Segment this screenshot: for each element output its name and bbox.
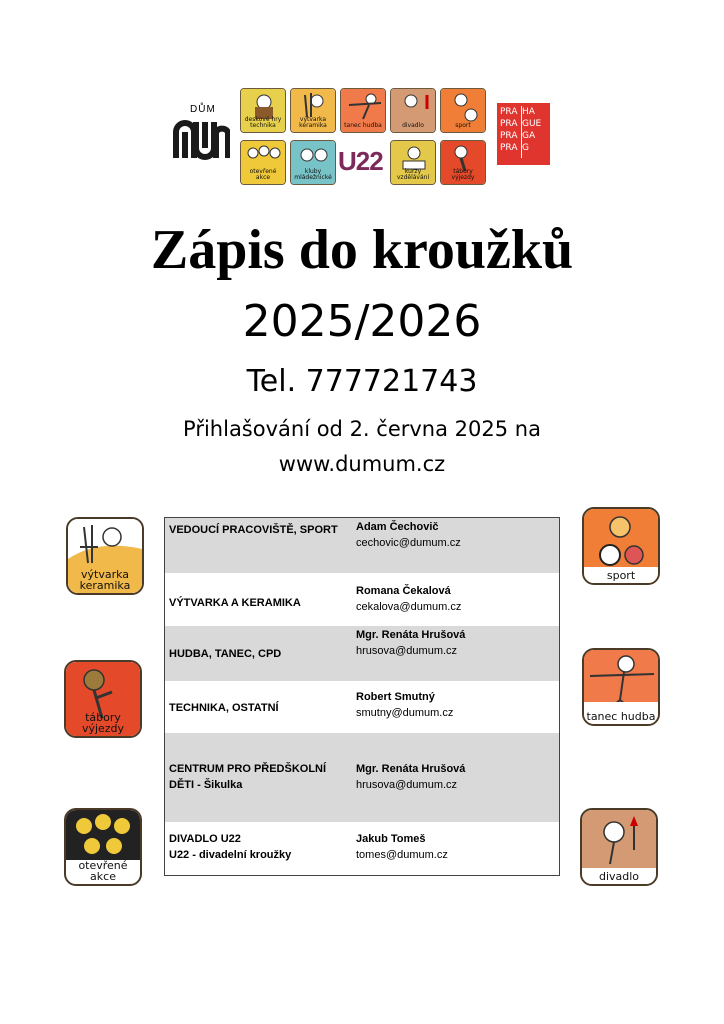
badge-tabory-label: tábory výjezdy [81, 711, 125, 735]
contact-name: Jakub Tomeš [356, 833, 426, 845]
tile-divadlo-label: divadlo [402, 122, 424, 129]
badge-otevrene-face [114, 818, 130, 834]
praha-row-left: PRA [500, 143, 518, 153]
tile-divadlo [390, 88, 436, 133]
contact-person [356, 519, 556, 551]
tile-vytvarka-label: výtvarka keramika [299, 116, 327, 129]
department-name: HUDBA, TANEC, CPD [169, 648, 282, 660]
badge-otevrene-face [84, 838, 100, 854]
contact-person [356, 831, 556, 863]
contact-person [356, 761, 556, 793]
contact-person [356, 627, 556, 659]
badge-tanec [582, 648, 660, 726]
department-name [169, 831, 349, 863]
tile-kluby-label: kluby mládežnické [294, 168, 332, 181]
tile-vytvarka [290, 88, 336, 133]
tile-kurzy [390, 140, 436, 185]
tile-otevrene-label: otevřené akce [249, 168, 277, 181]
praha-logo [497, 103, 550, 165]
praha-row [500, 142, 550, 154]
badge-otevrene-face [95, 814, 111, 830]
praha-row [500, 106, 550, 118]
table-row [165, 733, 559, 822]
table-row [165, 573, 559, 626]
badge-otevrene-face [106, 838, 122, 854]
badge-sport [582, 507, 660, 585]
tile-tanec [340, 88, 386, 133]
badge-tanec-label: tanec hudba [586, 710, 656, 723]
contact-person [356, 689, 556, 721]
dum-logo [172, 104, 232, 164]
contact-email[interactable]: tomes@dumum.cz [356, 849, 448, 861]
table-row [165, 681, 559, 733]
tile-otevrene-akce [240, 140, 286, 185]
department-name: VEDOUCÍ PRACOVIŠTĚ, SPORT [169, 524, 338, 536]
department-name: CENTRUM PRO PŘEDŠKOLNÍ DĚTI - Šikulka [169, 763, 327, 791]
website-link[interactable]: www.dumum.cz [278, 452, 446, 476]
contact-name: Romana Čekalová [356, 585, 451, 597]
tile-deskove-hry [240, 88, 286, 133]
signup-text: Přihlašování od 2. června 2025 na [183, 417, 541, 441]
praha-row [500, 130, 550, 142]
department-name: VÝTVARKA A KERAMIKA [169, 597, 301, 609]
contact-email[interactable]: hrusova@dumum.cz [356, 645, 458, 657]
phone-number: Tel. 777721743 [246, 364, 478, 399]
tile-tabory-label: tábory výjezdy [451, 168, 475, 181]
praha-row-left: PRA [500, 107, 518, 117]
department-name: TECHNIKA, OSTATNÍ [169, 702, 279, 714]
praha-row-left: PRA [500, 131, 518, 141]
department-subline: U22 - divadelní kroužky [169, 849, 292, 861]
praha-row-right: GA [522, 131, 536, 141]
contact-name: Robert Smutný [356, 691, 435, 703]
tile-kluby [290, 140, 336, 185]
badge-vytvarka-label: výtvarka keramika [79, 568, 131, 592]
dum-logo-mark [172, 118, 230, 162]
page-title: Zápis do kroužků [150, 219, 574, 281]
dum-logo-text: DŮM [190, 104, 216, 115]
contact-email[interactable]: cechovic@dumum.cz [356, 537, 461, 549]
badge-tabory [64, 660, 142, 738]
tile-sport-label: sport [455, 122, 471, 129]
praha-row-left: PRA [500, 119, 518, 129]
praha-logo-divider [521, 106, 522, 158]
contact-person [356, 583, 556, 615]
table-row [165, 518, 559, 573]
contact-email[interactable]: smutny@dumum.cz [356, 707, 454, 719]
tile-tanec-label: tanec hudba [344, 122, 382, 129]
contact-email[interactable]: cekalova@dumum.cz [356, 601, 462, 613]
praha-row-right: G [522, 143, 529, 153]
school-year: 2025/2026 [242, 296, 482, 347]
department-line: DIVADLO U22 [169, 833, 241, 845]
praha-row [500, 118, 550, 130]
tile-kurzy-label: kurzy vzdělávání [396, 168, 430, 181]
tile-tabory [440, 140, 486, 185]
contacts-table [164, 517, 560, 876]
table-row [165, 822, 559, 875]
u22-logo: U22 [338, 146, 383, 176]
contact-name: Mgr. Renáta Hrušová [356, 763, 466, 775]
badge-otevrene-akce [64, 808, 142, 886]
badge-divadlo-label: divadlo [598, 870, 640, 883]
badge-sport-label: sport [606, 569, 636, 582]
contact-name: Adam Čechovič [356, 521, 439, 533]
badge-otevrene-face [76, 818, 92, 834]
tile-sport [440, 88, 486, 133]
badge-vytvarka [66, 517, 144, 595]
badge-otevrene-label: otevřené akce [78, 859, 128, 883]
praha-row-right: HA [522, 107, 535, 117]
contact-name: Mgr. Renáta Hrušová [356, 629, 466, 641]
tile-deskove-label: deskové hry technika [244, 116, 282, 129]
contact-email[interactable]: hrusova@dumum.cz [356, 779, 458, 791]
table-row [165, 626, 559, 681]
badge-divadlo [580, 808, 658, 886]
praha-row-right: GUE [522, 119, 542, 129]
